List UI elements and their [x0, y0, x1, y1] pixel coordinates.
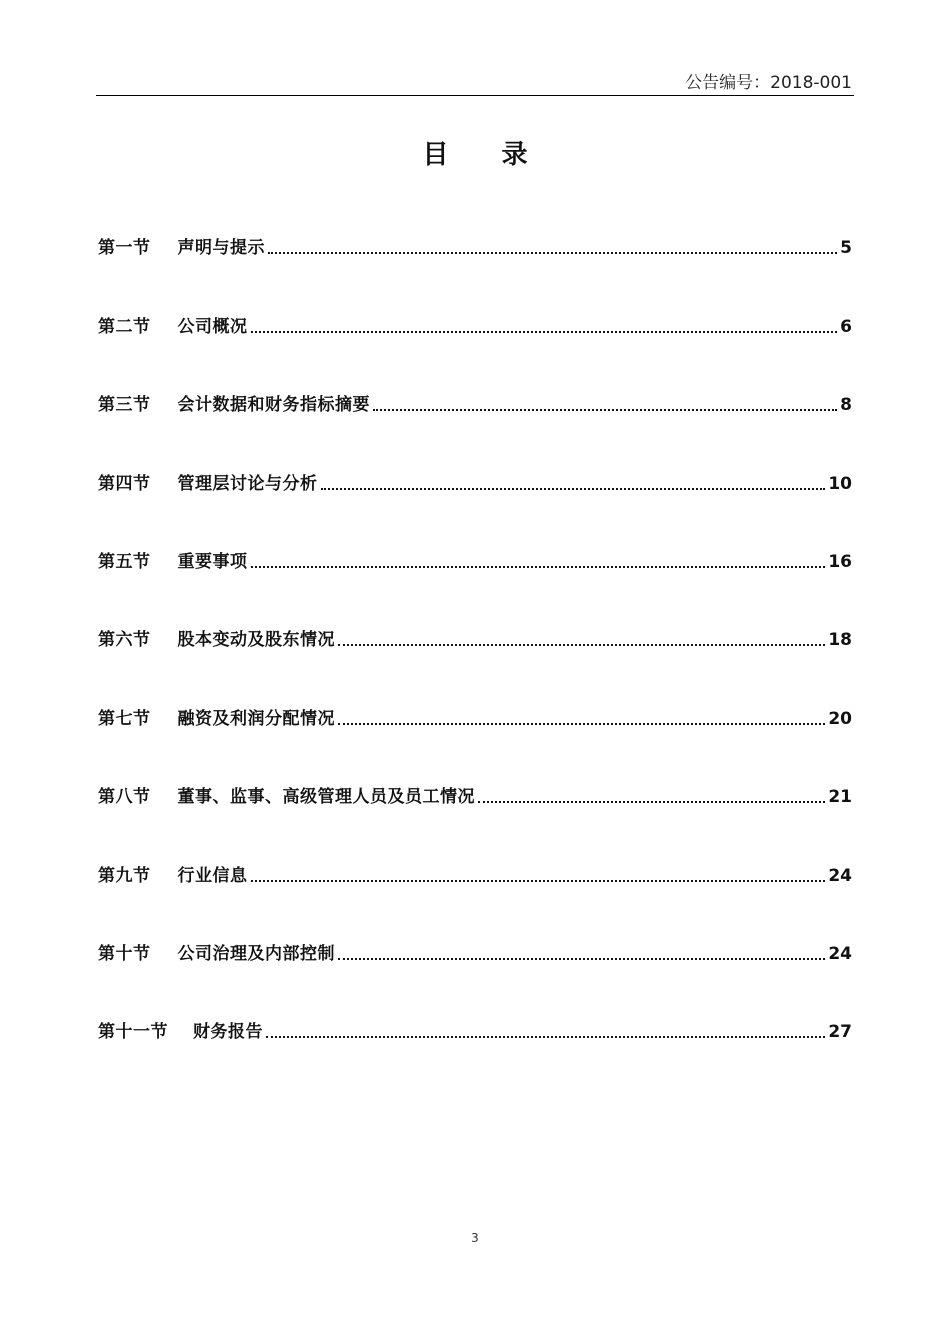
toc-leader-dots	[373, 408, 837, 411]
toc-section-title: 董事、监事、高级管理人员及员工情况	[177, 787, 475, 808]
toc-leader-dots	[266, 1035, 825, 1038]
toc-section-title: 公司概况	[177, 316, 248, 337]
toc-page-number: 16	[828, 551, 852, 572]
toc-section-number: 第三节	[98, 395, 151, 416]
toc-section-title: 公司治理及内部控制	[177, 943, 335, 964]
toc-section-number: 第九节	[98, 865, 151, 886]
toc-page-number: 24	[828, 865, 852, 886]
toc-leader-dots	[478, 800, 825, 803]
toc-section-number: 第一节	[98, 238, 151, 259]
toc-leader-dots	[338, 957, 825, 960]
toc-entry[interactable]	[98, 700, 852, 778]
toc-leader-dots	[251, 330, 838, 333]
toc-leader-dots	[338, 722, 825, 725]
toc-page-number: 5	[840, 238, 852, 259]
toc-entry[interactable]	[98, 779, 852, 857]
toc-entry[interactable]	[98, 1014, 852, 1092]
toc-page-number: 6	[840, 316, 852, 337]
toc-leader-dots	[251, 879, 826, 882]
toc-section-number: 第十节	[98, 943, 151, 964]
toc-entry[interactable]	[98, 387, 852, 465]
toc-section-number: 第七节	[98, 708, 151, 729]
toc-page-number: 10	[828, 473, 852, 494]
page-header	[96, 64, 854, 96]
toc-section-title: 重要事项	[177, 551, 248, 572]
toc-page-number: 21	[828, 787, 852, 808]
toc-leader-dots	[321, 487, 826, 490]
toc-page-number: 18	[828, 630, 852, 651]
toc-section-number: 第八节	[98, 787, 151, 808]
toc-leader-dots	[268, 251, 837, 254]
toc-section-title: 声明与提示	[177, 238, 265, 259]
toc-section-title: 会计数据和财务指标摘要	[177, 395, 370, 416]
toc-page-number: 24	[828, 943, 852, 964]
page-footer-number: 3	[471, 1231, 479, 1245]
toc-section-title: 股本变动及股东情况	[177, 630, 335, 651]
toc-entry[interactable]	[98, 308, 852, 386]
toc-leader-dots	[338, 643, 825, 646]
toc-entry[interactable]	[98, 465, 852, 543]
toc-page-number: 27	[828, 1022, 852, 1043]
toc-section-number: 第六节	[98, 630, 151, 651]
toc-section-number: 第四节	[98, 473, 151, 494]
toc-leader-dots	[251, 565, 826, 568]
toc-section-title: 行业信息	[177, 865, 248, 886]
toc-title: 目 录	[422, 140, 550, 170]
toc-entry[interactable]	[98, 544, 852, 622]
toc-section-title: 融资及利润分配情况	[177, 708, 335, 729]
table-of-contents	[98, 230, 852, 1092]
toc-entry[interactable]	[98, 857, 852, 935]
toc-section-number: 第五节	[98, 551, 151, 572]
toc-section-number: 第十一节	[98, 1022, 168, 1043]
toc-section-title: 管理层讨论与分析	[177, 473, 318, 494]
toc-section-number: 第二节	[98, 316, 151, 337]
toc-entry[interactable]	[98, 936, 852, 1014]
announcement-number: 公告编号：2018-001	[685, 73, 852, 93]
toc-entry[interactable]	[98, 230, 852, 308]
toc-page-number: 8	[840, 395, 852, 416]
toc-entry[interactable]	[98, 622, 852, 700]
toc-section-title: 财务报告	[193, 1022, 263, 1043]
toc-page-number: 20	[828, 708, 852, 729]
